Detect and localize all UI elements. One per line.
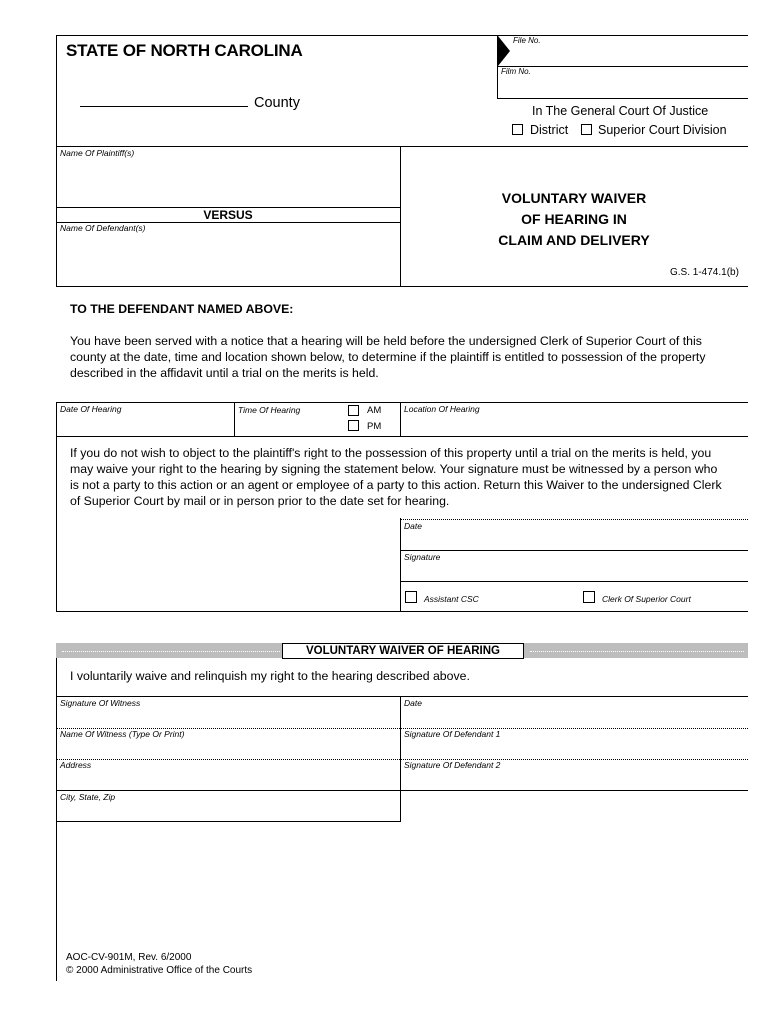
- assistant-csc-checkbox[interactable]: [405, 591, 417, 603]
- header-left-rule: [56, 35, 57, 147]
- plaintiff-label: Name Of Plaintiff(s): [60, 148, 135, 158]
- notice-paragraph: [70, 333, 742, 381]
- state-title: STATE OF NORTH CAROLINA: [66, 41, 303, 60]
- waiver-heading: VOLUNTARY WAIVER OF HEARING: [282, 643, 524, 659]
- header-top-rule: [56, 35, 498, 36]
- superior-court-label: Superior Court Division: [598, 123, 727, 137]
- clerk-date-top-rule: [400, 519, 748, 520]
- hearing-top-rule: [56, 402, 748, 403]
- clerk-signature-field[interactable]: [400, 562, 748, 580]
- am-checkbox[interactable]: [348, 405, 359, 416]
- pm-checkbox[interactable]: [348, 420, 359, 431]
- assistant-csc-label: Assistant CSC: [424, 594, 479, 604]
- instructions-line-3: is not a party to this action or an agent or employee of a party to this action. Return this Waiver to the undersigned Clerk: [70, 478, 722, 492]
- defendant-label: Name Of Defendant(s): [60, 223, 146, 233]
- versus-label: VERSUS: [203, 208, 253, 222]
- waiver-row4-top: [56, 790, 748, 791]
- form-title-line2: OF HEARING IN: [521, 211, 627, 227]
- clerk-date-bottom: [400, 550, 748, 551]
- file-no-divider: [497, 66, 748, 67]
- am-label: AM: [367, 405, 382, 416]
- defendant-name-field[interactable]: [56, 236, 400, 284]
- parties-top-rule: [56, 146, 748, 147]
- waiver-row1-top: [56, 696, 748, 697]
- waiver-date-label: Date: [404, 698, 422, 708]
- instructions-line-4: of Superior Court by mail or in person prior to the date set for hearing.: [70, 494, 450, 508]
- defendant1-signature-field[interactable]: [400, 739, 748, 759]
- file-no-label: File No.: [513, 36, 541, 45]
- form-title-line3: CLAIM AND DELIVERY: [498, 232, 650, 248]
- form-title-line1: VOLUNTARY WAIVER: [501, 190, 647, 206]
- hearing-divider-2: [400, 402, 401, 436]
- superior-court-checkbox[interactable]: [581, 124, 592, 135]
- witness-name-field[interactable]: [56, 739, 400, 759]
- time-of-hearing-label: Time Of Hearing: [238, 405, 301, 415]
- hearing-divider-1: [234, 402, 235, 436]
- statute-reference: G.S. 1-474.1(b): [670, 267, 739, 278]
- address-label: Address: [60, 760, 92, 770]
- clerk-signature-label: Signature: [404, 552, 441, 562]
- waiver-bottom-rule: [56, 821, 401, 822]
- footer-left-rule: [56, 821, 57, 981]
- district-label: District: [530, 123, 569, 137]
- waiver-date-field[interactable]: [400, 708, 748, 728]
- hearing-left-rule: [56, 402, 57, 436]
- location-of-hearing-label: Location Of Hearing: [404, 404, 480, 414]
- county-blank-line[interactable]: [80, 106, 248, 107]
- corner-arrow-icon: [498, 36, 512, 66]
- clerk-date-label: Date: [404, 521, 422, 531]
- defendant2-signature-label: Signature Of Defendant 2: [404, 760, 501, 770]
- instructions-paragraph: [70, 445, 745, 509]
- witness-signature-field[interactable]: [56, 708, 400, 728]
- plaintiff-name-field[interactable]: [56, 162, 400, 206]
- waiver-heading-dots-right: [530, 651, 744, 652]
- notice-line-3: described in the affidavit until a trial on the merits is held.: [70, 366, 379, 380]
- district-checkbox[interactable]: [512, 124, 523, 135]
- city-state-zip-label: City, State, Zip: [60, 792, 116, 802]
- pm-label: PM: [367, 421, 382, 432]
- waiver-row3-top: [56, 759, 748, 760]
- clerk-signature-bottom: [400, 581, 748, 582]
- witness-signature-label: Signature Of Witness: [60, 698, 141, 708]
- copyright: © 2000 Administrative Office of the Courts: [66, 965, 253, 976]
- form-number: AOC-CV-901M, Rev. 6/2000: [66, 952, 192, 963]
- date-of-hearing-label: Date Of Hearing: [60, 404, 122, 414]
- witness-name-label: Name Of Witness (Type Or Print): [60, 729, 185, 739]
- footer: [66, 951, 252, 977]
- form-title: [400, 188, 748, 251]
- parties-bottom-rule: [56, 286, 748, 287]
- court-title: In The General Court Of Justice: [532, 104, 709, 118]
- clerk-block-left-rule: [56, 436, 57, 612]
- instructions-line-2: may waive your right to the hearing by signing the statement below. Your signature must be witnessed by a person who: [70, 462, 718, 476]
- city-state-zip-field[interactable]: [56, 802, 400, 821]
- film-no-label: Film No.: [501, 67, 531, 76]
- notice-line-1: You have been served with a notice that a hearing will be held before the undersigned Clerk of Superior Court of this: [70, 334, 702, 348]
- clerk-superior-checkbox[interactable]: [583, 591, 595, 603]
- clerk-superior-label: Clerk Of Superior Court: [602, 594, 691, 604]
- notice-line-2: county at the date, time and location shown below, to determine if the plaintiff is entitled to possession of the property: [70, 350, 706, 364]
- waiver-statement: I voluntarily waive and relinquish my right to the hearing described above.: [70, 669, 470, 683]
- county-label: County: [254, 95, 300, 111]
- defendant1-signature-label: Signature Of Defendant 1: [404, 729, 501, 739]
- notice-heading: TO THE DEFENDANT NAMED ABOVE:: [70, 302, 294, 316]
- waiver-heading-dots-left: [62, 651, 280, 652]
- clerk-block-bottom: [56, 611, 748, 612]
- film-no-bottom: [497, 98, 748, 99]
- instructions-line-1: If you do not wish to object to the plaintiff's right to the possession of this property until a trial on the merits is held, you: [70, 446, 712, 460]
- address-field[interactable]: [56, 770, 400, 790]
- defendant2-signature-field[interactable]: [400, 770, 748, 790]
- hearing-bottom-rule: [56, 436, 748, 437]
